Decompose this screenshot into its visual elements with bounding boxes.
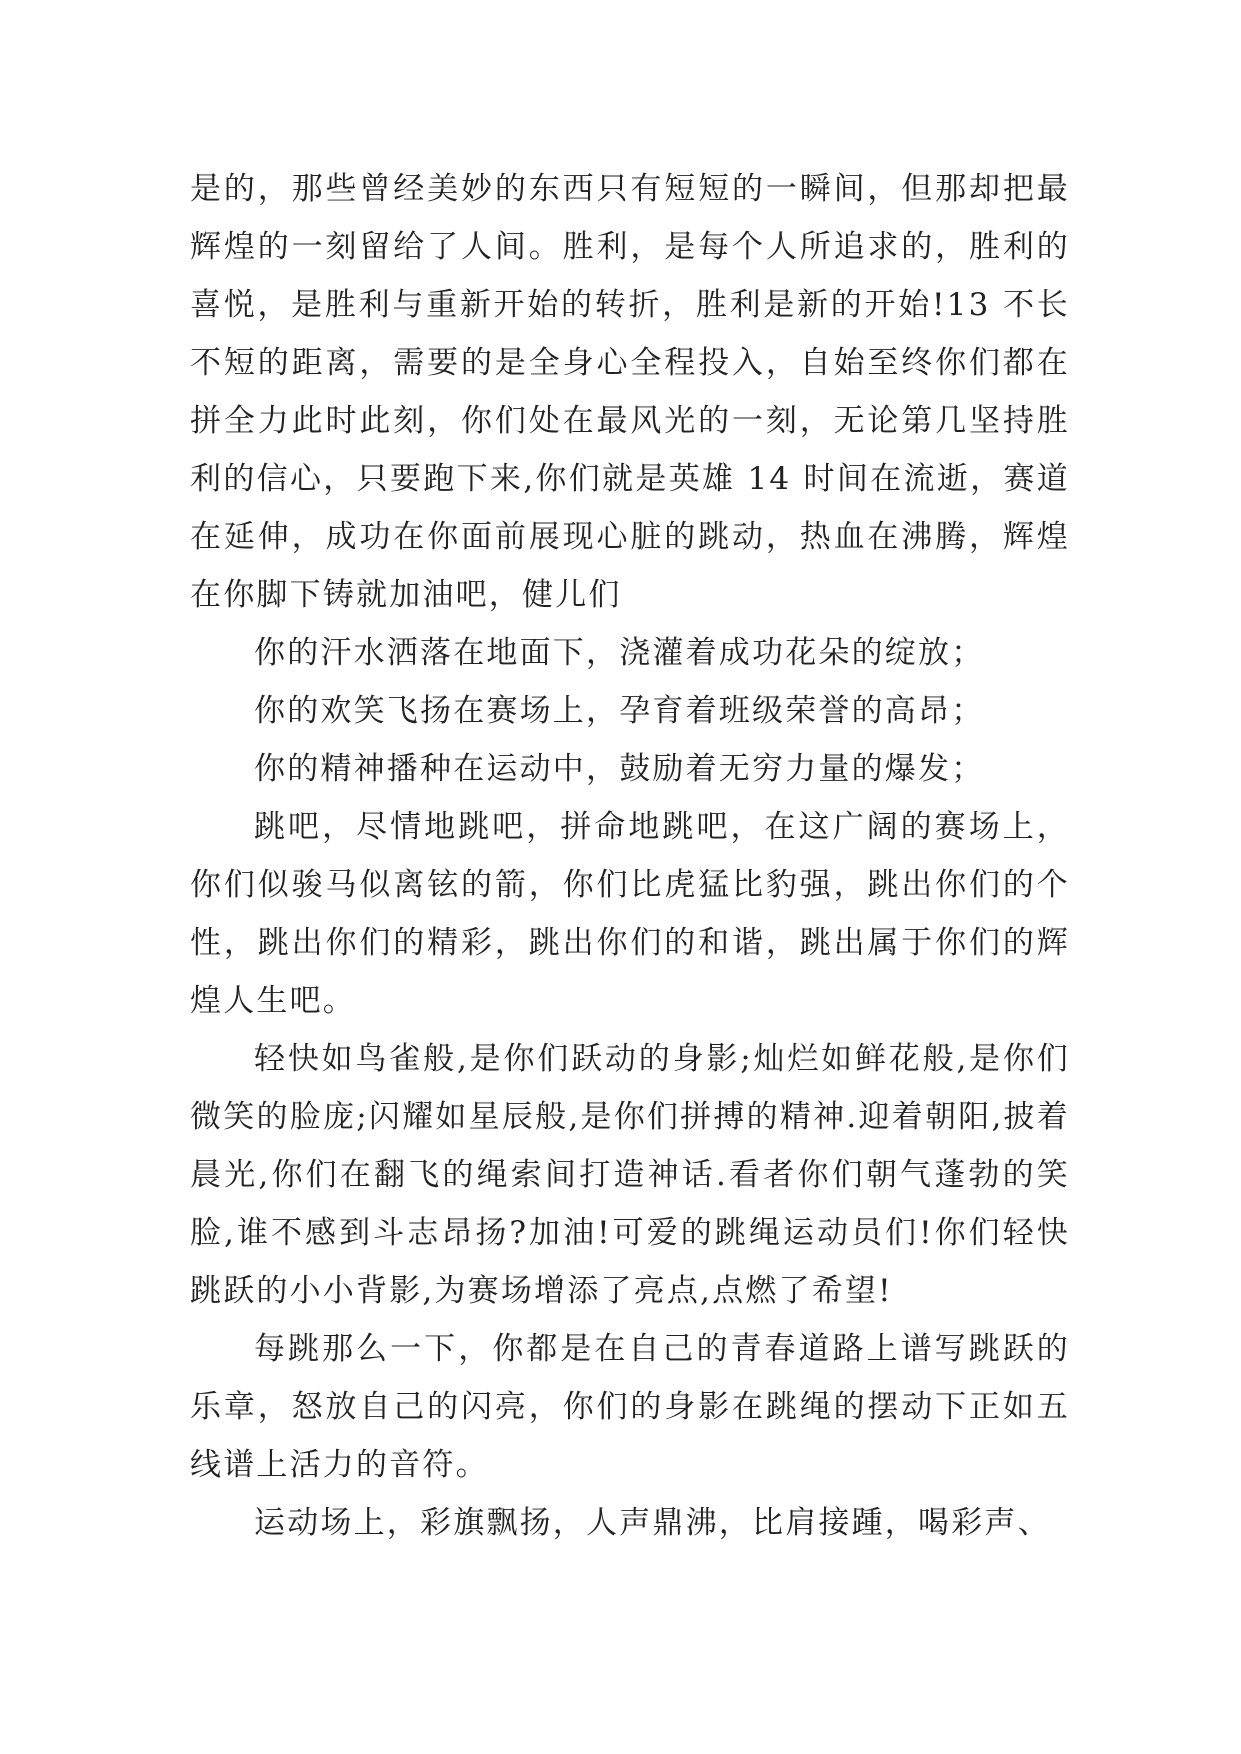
document-body — [190, 160, 1070, 1552]
paragraph-3: 你的欢笑飞扬在赛场上，孕育着班级荣誉的高昂； — [254, 693, 985, 729]
paragraph-5: 跳吧，尽情地跳吧，拼命地跳吧，在这广阔的赛场上，你们似骏马似离铉的箭，你们比虎猛比豹强，跳出你们的个性，跳出你们的精彩，跳出你们的和谐，跳出属于你们的辉煌人生吧。 — [190, 809, 1070, 1019]
paragraph-7: 每跳那么一下，你都是在自己的青春道路上谱写跳跃的乐章，怒放自己的闪亮，你们的身影在跳绳的摆动下正如五线谱上活力的音符。 — [190, 1331, 1070, 1483]
paragraph-1: 是的，那些曾经美妙的东西只有短短的一瞬间，但那却把最辉煌的一刻留给了人间。胜利，是每个人所追求的，胜利的喜悦，是胜利与重新开始的转折，胜利是新的开始!13 不长不短的距离，需要的是全身心全程投入，自始至终你们都在拼全力此时此刻，你们处在最风光的一刻，无论第几坚持胜利的信心，只要跑下来,你们就是英雄 14 时间在流逝，赛道在延伸，成功在你面前展现心脏的跳动，热血在沸腾，辉煌在你脚下铸就加油吧，健儿们 — [190, 171, 1070, 613]
paragraph-2: 你的汗水洒落在地面下，浇灌着成功花朵的绽放； — [254, 635, 985, 671]
paragraph-6: 轻快如鸟雀般,是你们跃动的身影;灿烂如鲜花般,是你们微笑的脸庞;闪耀如星辰般,是你们拼搏的精神.迎着朝阳,披着晨光,你们在翻飞的绳索间打造神话.看者你们朝气蓬勃的笑脸,谁不感到斗志昂扬?加油!可爱的跳绳运动员们!你们轻快跳跃的小小背影,为赛场增添了亮点,点燃了希望! — [190, 1041, 1070, 1309]
paragraph-4: 你的精神播种在运动中，鼓励着无穷力量的爆发； — [254, 751, 985, 787]
paragraph-8: 运动场上，彩旗飘扬，人声鼎沸，比肩接踵，喝彩声、 — [254, 1505, 1051, 1541]
